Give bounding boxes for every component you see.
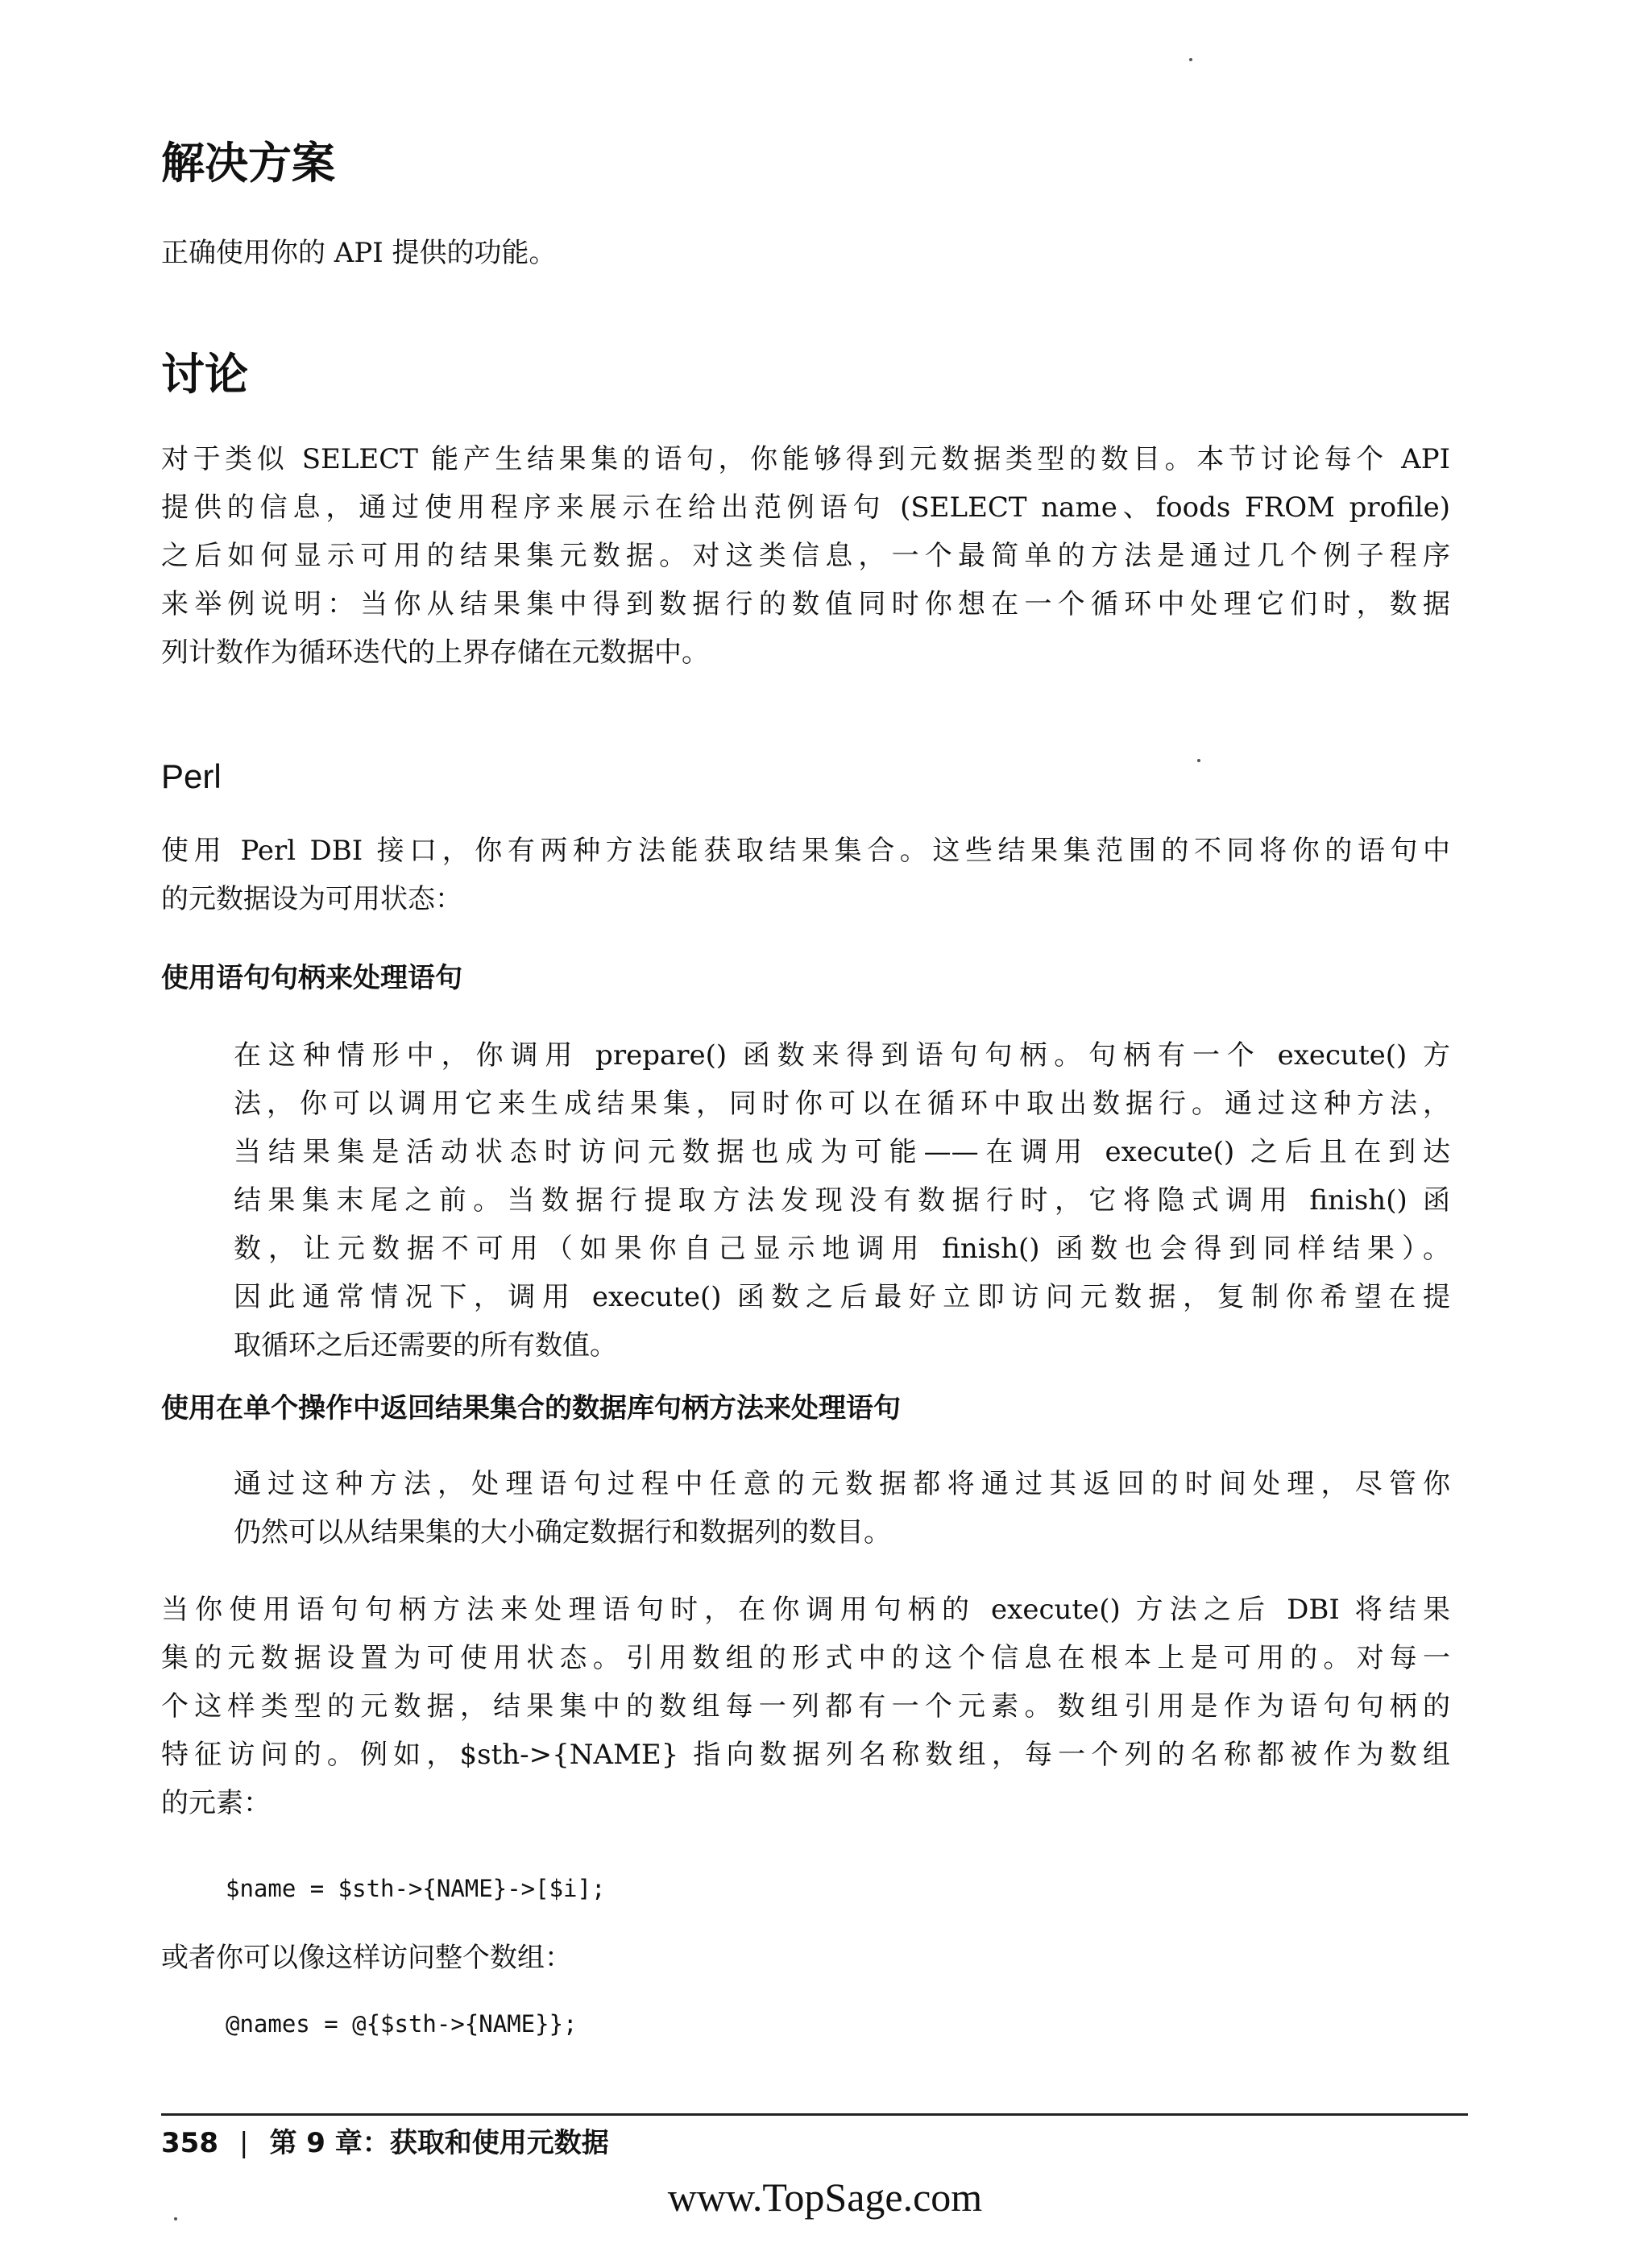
code-sample-names: @names = @{$sth->{NAME}}; bbox=[226, 2010, 578, 2038]
page-footer bbox=[161, 2124, 609, 2162]
perl-body-paragraph: 当你使用语句句柄方法来处理语句时，在你调用句柄的 execute() 方法之后 DBI 将结果 集的元数据设置为可使用状态。引用数组的形式中的这个信息在根本上是可用的。对每一 个这样类型的元数据，结果集中的数组每一列都有一个元素。数组引用是作为语句句柄的 特征访问的。例如，$sth->{NAME} 指向数据列名称数组，每一个列的名称都被作为数组 的元素： bbox=[161, 1594, 1450, 1819]
perl-intro: 使用 Perl DBI 接口，你有两种方法能获取结果集合。这些结果集范围的不同将你的语句中 的元数据设为可用状态： bbox=[161, 835, 1450, 915]
method1-heading: 使用语句句柄来处理语句 bbox=[161, 962, 462, 994]
footer-separator: | bbox=[238, 2127, 249, 2159]
solution-text: 正确使用你的 API 提供的功能。 bbox=[161, 237, 557, 269]
code-sample-name: $name = $sth->{NAME}->[$i]; bbox=[226, 1875, 606, 1902]
method2-heading: 使用在单个操作中返回结果集合的数据库句柄方法来处理语句 bbox=[161, 1392, 901, 1424]
method2-paragraph: 通过这种方法，处理语句过程中任意的元数据都将通过其返回的时间处理，尽管你 仍然可以从结果集的大小确定数据行和数据列的数目。 bbox=[234, 1468, 1450, 1549]
discussion-heading: 讨论 bbox=[161, 349, 248, 400]
scan-speck bbox=[1197, 759, 1200, 762]
footer-rule bbox=[161, 2113, 1468, 2116]
watermark-url: www.TopSage.com bbox=[667, 2175, 983, 2220]
chapter-title: 第 9 章：获取和使用元数据 bbox=[269, 2127, 609, 2159]
page-number: 358 bbox=[161, 2127, 218, 2159]
method1-paragraph: 在这种情形中，你调用 prepare() 函数来得到语句句柄。句柄有一个 execute() 方 法，你可以调用它来生成结果集，同时你可以在循环中取出数据行。通过这种方法， 当结果集是活动状态时访问元数据也成为可能——在调用 execute() 之后且在到达 结果集末尾之前。当数据行提取方法发现没有数据行时，它将隐式调用 finish() 函 数，让元数据不可用（如果你自己显示地调用 finish() 函数也会得到同样结果）。 因此通常情况下，调用 execute() 函数之后最好立即访问元数据，复制你希望在提 取循环之后还需要的所有数值。 bbox=[234, 1039, 1450, 1362]
scan-speck bbox=[174, 2217, 177, 2220]
solution-heading: 解决方案 bbox=[161, 138, 335, 189]
mid-text: 或者你可以像这样访问整个数组： bbox=[161, 1942, 572, 1974]
discussion-paragraph: 对于类似 SELECT 能产生结果集的语句，你能够得到元数据类型的数目。本节讨论每个 API 提供的信息，通过使用程序来展示在给出范例语句 (SELECT name、foods FROM profile) 之后如何显示可用的结果集元数据。对这类信息，一个最简单的方法是通过几个例子程序 来举例说明：当你从结果集中得到数据行的数值同时你想在一个循环中处理它们时，数据 列计数作为循环迭代的上界存储在元数据中。 bbox=[161, 443, 1450, 669]
perl-heading: Perl bbox=[161, 757, 222, 795]
scan-speck bbox=[1189, 58, 1192, 61]
